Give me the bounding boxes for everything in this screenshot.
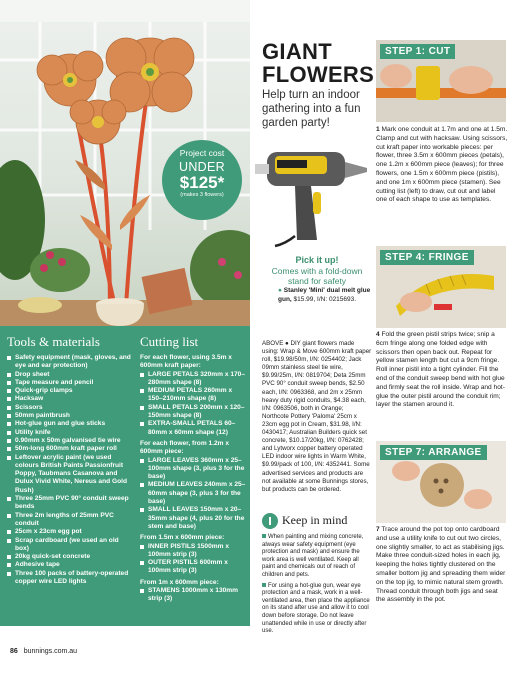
step-4-text [376,331,508,410]
tool-item: Scrap cardboard (we used an old box) [7,537,133,554]
step-7-tag: STEP 7: ARRANGE [380,445,487,460]
tool-item: Three 2m lengths of 25mm PVC conduit [7,512,133,529]
tool-item: 50mm paintbrush [7,412,133,420]
tool-item: Three 100 packs of battery-operated copper wire LED lights [7,570,133,587]
step-4-body: Fold the green pistil strips twice; snip a 6cm fringe along one folded edge with scissors then open back out. Repeat for yellow stamen length but cut a 9cm fringe. Roll inner pistil into a tight cylinder. Fill the end of the conduit sweep bend with hot glue and firmly seat the roll inside. Wrap and hot-glue the outer pistil around the conduit rim; layer the stamen around it. [376,331,505,409]
tool-item: Adhesive tape [7,561,133,569]
page-title: GIANT FLOWERS [262,39,375,87]
tools-list-column [7,354,133,586]
tool-item: 50m-long 600mm kraft paper roll [7,445,133,453]
cutting-item: MEDIUM PETALS 260mm x 150–210mm shape (8) [140,387,246,404]
hero-photo [0,0,250,326]
step-7-number: 7 [376,526,380,533]
cutting-group-2: For each flower, from 1.2m x 600mm piece: [140,439,230,456]
pickup-callout [262,255,372,287]
tool-item: Drop sheet [7,371,133,379]
pickup-text: Comes with a fold-down stand for safety [271,265,363,286]
cutting-heading: Cutting list [140,334,199,349]
site-url: bunnings.com.au [23,648,78,655]
glue-gun-caption [278,287,374,304]
cutting-list-2 [140,457,246,532]
keep-in-mind-paragraph [262,583,372,636]
caption-bullet: ● [278,287,282,294]
page-footer [10,648,77,655]
tool-item: Safety equipment (mask, gloves, and eye and ear protection) [7,354,133,371]
info-icon [262,513,278,529]
project-cost-badge [162,140,242,220]
tool-item: Tape measure and pencil [7,379,133,387]
keep-in-mind-text-1: When painting and mixing concrete, always wear safety equipment (eye protection and mask) and ensure the work area is well ventilated. Keep all paint and chemicals out of reach of children and pets. [262,534,364,578]
cutting-list-4 [140,587,246,604]
step-4-photo [376,246,506,328]
step-1-tag: STEP 1: CUT [380,44,455,59]
cost-under: UNDER [179,160,225,174]
step-1-number: 1 [376,126,380,133]
square-bullet-icon [262,534,266,538]
cutting-group-1: For each flower, using 3.5m x 600mm kraft paper: [140,354,232,370]
tool-item: Utility knife [7,429,133,437]
caption-name: Stanley 'Mini' dual melt glue gun, [278,287,371,303]
keep-in-mind-title: Keep in mind [282,513,348,527]
keep-in-mind-paragraph [262,534,372,580]
step-4-number: 4 [376,331,380,338]
cutting-item: OUTER PISTILS 600mm x 100mm strip (3) [140,559,246,576]
cutting-item: SMALL LEAVES 150mm x 20–35mm shape (4, plus 20 for the stem and base) [140,506,246,531]
caption-id: I/N: 0215693. [317,295,357,303]
step-7-photo [376,441,506,523]
tool-item: 25cm x 23cm egg pot [7,528,133,536]
cutting-list-1 [140,371,246,437]
step-4-tag: STEP 4: FRINGE [380,250,474,265]
cost-amount: $125* [179,173,225,192]
cutting-group-4: From 1m x 600mm piece: [140,578,219,586]
keep-in-mind-body [262,534,372,639]
cutting-list-column [140,354,246,604]
cutting-item: MEDIUM LEAVES 240mm x 25–60mm shape (3, plus 3 for the base) [140,481,246,506]
step-1-text [376,126,508,205]
step-1-photo [376,40,506,122]
keep-in-mind-text-2: For using a hot-glue gun, wear eye protection and a mask, work in a well-ventilated area, then place the appliance on its stand after use and allow it to cool down before storage. Do not leave unattended while in use or directly after use. [262,582,370,635]
page-number: 86 [10,648,18,655]
cost-note: (makes 3 flowers) [180,192,224,198]
tool-item: Scissors [7,404,133,412]
tool-item: Quick-grip clamps [7,387,133,395]
step-7-body: Trace around the pot top onto cardboard and use a utility knife to cut out two circles, one slightly smaller, to act as stabilising jigs. Make three conduit-sized holes in each jig, keeping the holes tightly clustered on the smaller bottom jig and spreading them wider on the top jig, to mimic natural stem growth. Thread conduit through both jigs and seat the assembly in the pot. [376,526,506,604]
cutting-group-3: From 1.5m x 600mm piece: [140,534,225,542]
glue-gun-image [255,140,373,248]
step-7-text [376,526,508,605]
square-bullet-icon [262,583,266,587]
tool-item: 20kg quick-set concrete [7,553,133,561]
cutting-item: LARGE PETALS 320mm x 170–280mm shape (8) [140,371,246,388]
materials-panel [0,326,250,626]
tool-item: Three 25mm PVC 90° conduit sweep bends [7,495,133,512]
page-subtitle: Help turn an indoor gathering into a fun garden party! [262,89,361,129]
tool-item: 0.90mm x 50m galvanised tie wire [7,437,133,445]
pickup-title: Pick it up! [295,255,339,265]
tool-item: Hot-glue gun and glue sticks [7,420,133,428]
tools-heading: Tools & materials [7,334,100,349]
products-used-text: ABOVE ● DIY giant flowers made using: Wrap & Move 600mm kraft paper roll, $19.98/50m, I/N: 0254402; Jack 09mm stainless steel tie wire, $9.99/25m, I/N: 0819704; Deta 25mm PVC 90° conduit sweep bends, $2.50 each, I/N: 0963368, and 2m x 25mm heavy duty rigid conduits, $4.38 each, I/N: 0963506, both in Orange; Northcote Pottery 'Paloma' 25cm x 23cm egg pot in Cream, $31.98, I/N: 0430417; Australian Builders quick set concrete, $10.17/20kg, I/N: 0762428; and Lytworx copper battery operated LED indoor wire lights in Warm White, $9.99/pack of 100, I/N: 4352441. Some advertised services and products are not available at some Bunnings stores, but products can be ordered. [262,340,372,493]
cutting-item: EXTRA-SMALL PETALS 60–80mm x 60mm shape (12) [140,420,246,437]
tool-item: Leftover acrylic paint (we used colours British Paints Passionfruit Poppy, Taubmans Casanova and Dulux Vivid White, Nereus and Gold Rush) [7,454,133,495]
cutting-list-3 [140,543,246,576]
caption-price: $15.99, [293,295,316,303]
glue-gun-icon [255,140,373,248]
cutting-item: SMALL PETALS 200mm x 120–150mm shape (8) [140,404,246,421]
step-1-body: Mark one conduit at 1.7m and one at 1.5m. Clamp and cut with hacksaw. Using scissors, cut kraft paper into workable pieces: per flower, three 3.5m x 600mm pieces (petals), one 1.2m x 600mm piece (leaves); for three flowers, one 1.5m x 600mm piece (pistils), and one 1m x 600mm piece (stamen). See cutting list (left) to draw, cut out and label one of each shape to use as templates. [376,126,508,204]
cost-label: Project cost [179,148,225,158]
cutting-item: STAMENS 1000mm x 130mm strip (3) [140,587,246,604]
cutting-item: LARGE LEAVES 360mm x 25–100mm shape (3, plus 3 for the base) [140,457,246,482]
cutting-item: INNER PISTILS 1500mm x 100mm strip (3) [140,543,246,560]
tools-list [7,354,133,586]
tool-item: Hacksaw [7,395,133,403]
